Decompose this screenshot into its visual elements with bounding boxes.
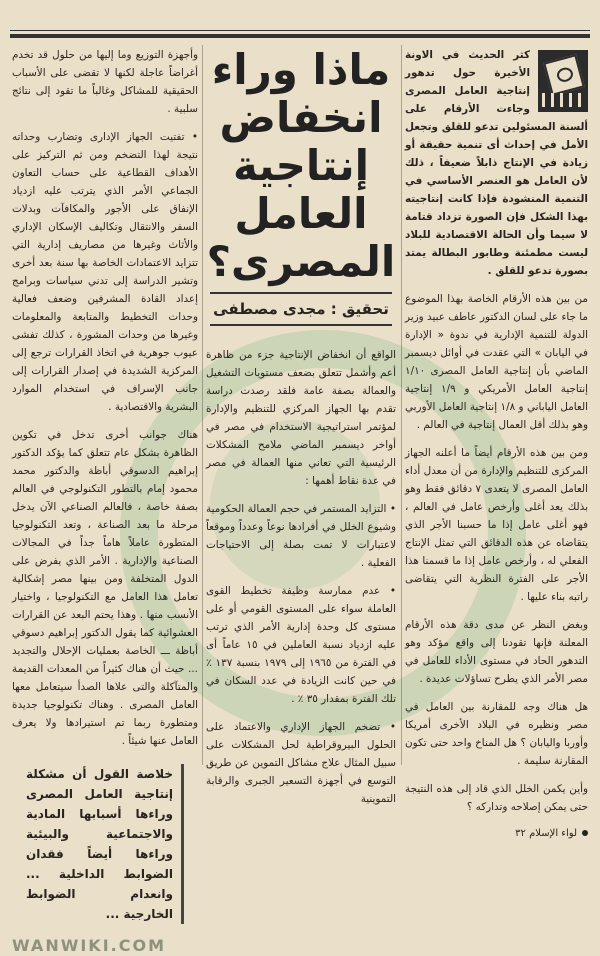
middle-body: [206, 346, 396, 808]
right-column: [405, 46, 588, 842]
paragraph: الواقع أن انخفاض الإنتاجية جزء من ظاهرة أعم وأشمل تتعلق بضعف مستويات التشغيل والعمالة بصفة عامة فلقد رصدت دراسة تقدم بها الجهاز المركزي للتنظيم والإدارة لمؤتمر استراتيجية الاستخدام في مصر في أواخر ديسمبر الماضي ملامح المشكلات الرئيسية التي تعاني منها العمالة في مصر في عدة نقاط أهمها :: [206, 349, 396, 487]
middle-column: [206, 46, 396, 818]
byline: تحقيق : مجدى مصطفى: [213, 300, 389, 318]
page-label: لواء الإسلام ٣٢: [515, 828, 577, 839]
paragraph: هل هناك وجه للمقارنة بين العامل في مصر ونظيره في البلاد الأخرى أمريكا وأوربا واليابان ؟ هل المناخ واحد حتى تكون المقارنة سليمة .: [405, 701, 588, 767]
intro-paragraph: [405, 46, 588, 280]
left-column: [12, 46, 198, 956]
column-divider: [401, 45, 402, 765]
byline-rule: [210, 324, 392, 326]
pull-quote: خلاصة القول أن مشكلة إنتاجية العامل المصرى وراءها أسبابها المادية والاجتماعية والبيئية وراءها أيضاً فقدان الضوابط الداخلية ... وانعدام الضوابط الخارجية ...: [26, 764, 184, 924]
paragraph: هناك جوانب أخرى تدخل في تكوين الظاهرة بشكل عام تتعلق كما يؤكد الدكتور إبراهيم الدسوقي أباظة والدكتور محمد محمود إمام بالتطور التكنولوجي في العالم بصفة خاصة ، فالعالم الصناعي الآن يدخل مرحلة ما بعد الصناعة ، وتعد التكنولوجيا المتطورة عاملاً هاماً جداً في المجالات الصناعية والإدارية . الأمر الذي يفرض على الدول المتخلفة ومن بينها مصر إشكالية تعامل هذا العامل مع التكنولوجيا ، واختيار الأنسب منها . وهذا يحتم البعد عن القرارات العشوائية كما يقول الدكتور إبراهيم دسوقي أباظة ـــ الخاصة بعمليات الإحلال والتجديد ... حيث أن هناك كثيراً من المعدات القديمة والمتآكلة والتى علاها الصدأ سيتعامل معها العامل المصرى . وهناك تكنولوجيا جديدة ومتطورة ربما تم استيرادها ولا يعرف العامل عنها شيئاً .: [12, 429, 198, 747]
title-line: ماذا وراء: [211, 45, 391, 94]
column-divider: [202, 45, 203, 765]
title-line: العامل: [234, 189, 368, 238]
paragraph: ومن بين هذه الأرقام أيضاً ما أعلنه الجهاز المركزى للتنظيم والإدارة من أن معدل أداء العامل المصرى لا يتعدى ٧ دقائق فقط وهو بذلك يعد أغلى وأرخص عامل في العالم ، فهو أغلى عامل إذا ما حسبنا الأجر الذي يتقاضاه عن هذه الدقائق التي تمثل الإنتاج الفعلي له ، وأرخص عامل إذا ما قسمنا هذا الأجر على الفترة النظرية التي يتقاضى راتبه بناء عليها .: [405, 447, 588, 603]
bullet-paragraph: • عدم ممارسة وظيفة تخطيط القوى العاملة سواء على المستوى القومي أو على مستوى كل وحدة إدارية الأمر الذي ترتب عليه ازدياد نسبة العاملين في ١٥ عاماً أى في الفترة من ١٩٦٥ إلى ١٩٧٩ بنسبة ١٣٧ ٪ في حين كانت الزيادة في عدد السكان في تلك الفترة بمقدار ٣٥ ٪ .: [206, 585, 396, 705]
page-footer: [405, 826, 588, 842]
title-line: المصرى؟: [206, 237, 396, 286]
title-line: انخفاض: [219, 93, 383, 142]
top-rule-thin: [10, 30, 590, 31]
paragraph: وبغض النظر عن مدى دقة هذه الأرقام المعلنة فإنها تقودنا إلى واقع مؤكد وهو التدهور الحاد في مستوى الأداء للعامل في مصر الأمر الذي يطرح تساؤلات عديدة .: [405, 619, 588, 685]
title-line: إنتاجية: [233, 141, 369, 190]
watermark-text: WANWIKI.COM: [12, 936, 166, 955]
paragraph: من بين هذه الأرقام الخاصة بهذا الموضوع ما جاء على لسان الدكتور عاطف عبيد وزير الدولة للتنمية الإدارية في ندوة « الإدارة في اليابان » التي عقدت في أوائل ديسمبر الماضي بأن إنتاجية العامل المصرى ١/١٠ إنتاجية العامل الأمريكي و ١/٩ إنتاجية العامل الياباني و ١/٨ إنتاجية العامل الأوربي وهو بذلك أقل العمال إنتاجية في العالم .: [405, 293, 589, 431]
bullet-icon: [582, 830, 588, 836]
bullet-paragraph: • تضخم الجهاز الإداري والاعتماد على الحلول البيروقراطية لحل المشكلات على سبيل المثال علاج مشاكل التموين عن طريق التوسع في أجهزة التسعير الجبرى والرقابة التموينية: [206, 721, 396, 805]
section-logo-icon: [538, 50, 588, 112]
paragraph: وأين يكمن الخلل الذي قاد إلى هذه النتيجة حتى يمكن إصلاحه وتداركه ؟: [405, 783, 588, 813]
bullet-paragraph: • التزايد المستمر في حجم العمالة الحكومية وشيوع الخلل في أفرادها نوعاً وعدداً وموقعاً لاعتبارات لا تمت بصلة إلى الاحتياجات الفعلية .: [206, 503, 396, 569]
paragraph-text: كثر الحديث في الاونة الأخيرة حول تدهور إنتاجية العامل المصرى وجاءت الأرقام على ألسنة المسئولين تدعو للقلق وتجعل الأمل في إحداث أى تنمية حقيقة أو زيادة في الإنتاج ذابلاً ضعيفاً ، ذلك لأن العامل هو العنصر الأساسي في التنمية المنشودة فإذا كانت إنتاجيته بهذا الشكل فإن الصورة تزداد قتامة لا سيما وأن الحالة الاقتصادية للبلاد ليست مطمئنة وطابور البطالة يمتد بصورة تدعو للقلق .: [405, 49, 588, 277]
article-title: [206, 46, 396, 286]
paragraph: وأجهزة التوزيع وما إليها من حلول قد تخدم أغراضاً عاجلة لكنها لا تقضى على الأسباب الحقيقية للمشاكل وغالباً ما تقود إلى نتائج سلبية .: [12, 49, 198, 115]
bullet-paragraph: • تفتيت الجهاز الإدارى وتضارب وحداته نتيجة لهذا التضخم ومن ثم التركيز على الأهداف القطاعية على حساب التعاون الجماعي الأمر الذي يترتب عليه ازدياد الإنفاق على الأجور والمكافآت وبدلات السفر والانتقال وتكاليف الإسكان الإداري والأثاث وغيرها من مصاريف إدارية التي تتزايد الاعتمادات الخاصة بها سنة بعد أخرى وتشير الدراسة إلى تدني سياسات وبرامج إعداد القادة المشرفين وضعف فعالية وحدات التخطيط والمتابعة والمعلومات وغيرها من وحدات المشورة ، كذلك تفشى عيوب جوهرية في اتخاذ القرارات ترجع إلى المركزية الشديدة في إصدار القرارات إلى جانب الإسراف في استخدام الموارد البشرية والاقتصادية .: [12, 131, 198, 413]
top-rule-thick: [10, 34, 590, 38]
